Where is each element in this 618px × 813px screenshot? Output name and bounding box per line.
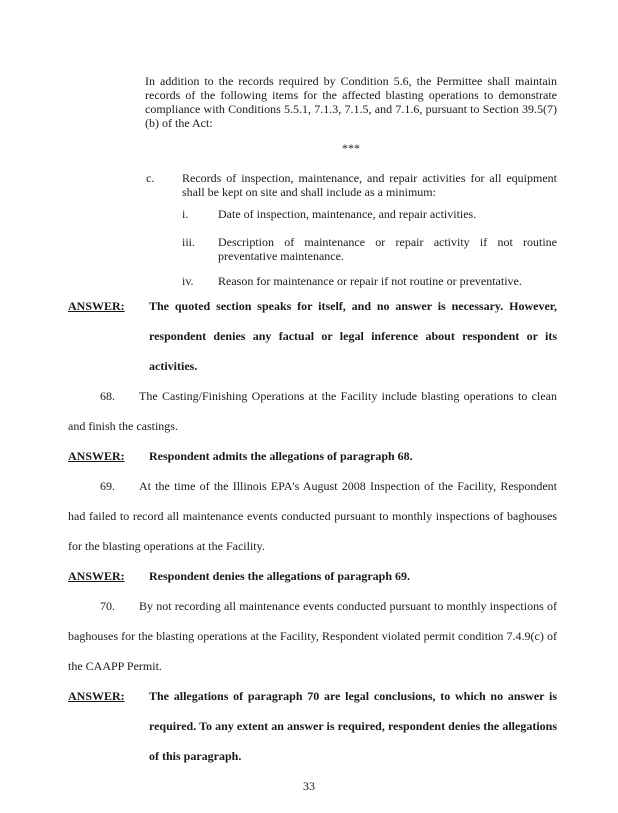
paragraph-69: 69. At the time of the Illinois EPA's August 2008 Inspection of the Facility, Respondent had failed to record all maintenance events conducted pursuant to monthly inspections of baghouses for the blasting operations at the Facility. xyxy=(68,479,557,553)
quoted-permit-condition: In addition to the records required by Condition 5.6, the Permittee shall maintain records of the following items for the affected blasting operations to demonstrate compliance with Conditions 5.5.1, 7.1.3, 7.1.5, and 7.1.6, pursuant to Section 39.5(7)(b) of the Act: xyxy=(145,74,557,130)
answer-label: ANSWER: xyxy=(68,299,125,313)
answer-block xyxy=(68,441,557,471)
paragraph-70: 70. By not recording all maintenance events conducted pursuant to monthly inspections of baghouses for the blasting operations at the Facility, Respondent violated permit condition 7.4.9(c) of the CAAPP Permit. xyxy=(68,599,557,673)
item-c xyxy=(146,171,557,199)
answer-label: ANSWER: xyxy=(68,569,125,583)
ellipsis-separator: *** xyxy=(342,141,360,155)
page-number: 33 xyxy=(303,779,315,793)
subitem-text: Reason for maintenance or repair if not routine or preventative. xyxy=(218,274,522,288)
answer-block xyxy=(68,561,557,591)
subitem xyxy=(182,235,557,263)
subitem xyxy=(182,207,557,221)
answer-block xyxy=(68,681,557,771)
item-c-text: Records of inspection, maintenance, and repair activities for all equipment shall be kept on site and shall include as a minimum: xyxy=(182,171,557,199)
subitem-text: Description of maintenance or repair activity if not routine preventative maintenance. xyxy=(218,235,557,263)
answer-label: ANSWER: xyxy=(68,689,125,703)
answer-label: ANSWER: xyxy=(68,449,125,463)
answer-text: The quoted section speaks for itself, and no answer is necessary. However, respondent denies any factual or legal inference about respondent or its activities. xyxy=(149,299,557,373)
subitem-text: Date of inspection, maintenance, and repair activities. xyxy=(218,207,477,221)
subitem-label: iv. xyxy=(182,274,194,288)
answer-text: Respondent admits the allegations of paragraph 68. xyxy=(149,449,413,463)
answer-block xyxy=(68,291,557,381)
subitem-label: iii. xyxy=(182,235,196,249)
item-c-label: c. xyxy=(146,171,155,185)
answer-text: The allegations of paragraph 70 are legal conclusions, to which no answer is required. To any extent an answer is required, respondent denies the allegations of this paragraph. xyxy=(149,689,557,763)
answer-text: Respondent denies the allegations of paragraph 69. xyxy=(149,569,411,583)
subitem xyxy=(182,274,557,288)
paragraph-68: 68. The Casting/Finishing Operations at the Facility include blasting operations to clean and finish the castings. xyxy=(68,389,557,433)
subitem-label: i. xyxy=(182,207,189,221)
